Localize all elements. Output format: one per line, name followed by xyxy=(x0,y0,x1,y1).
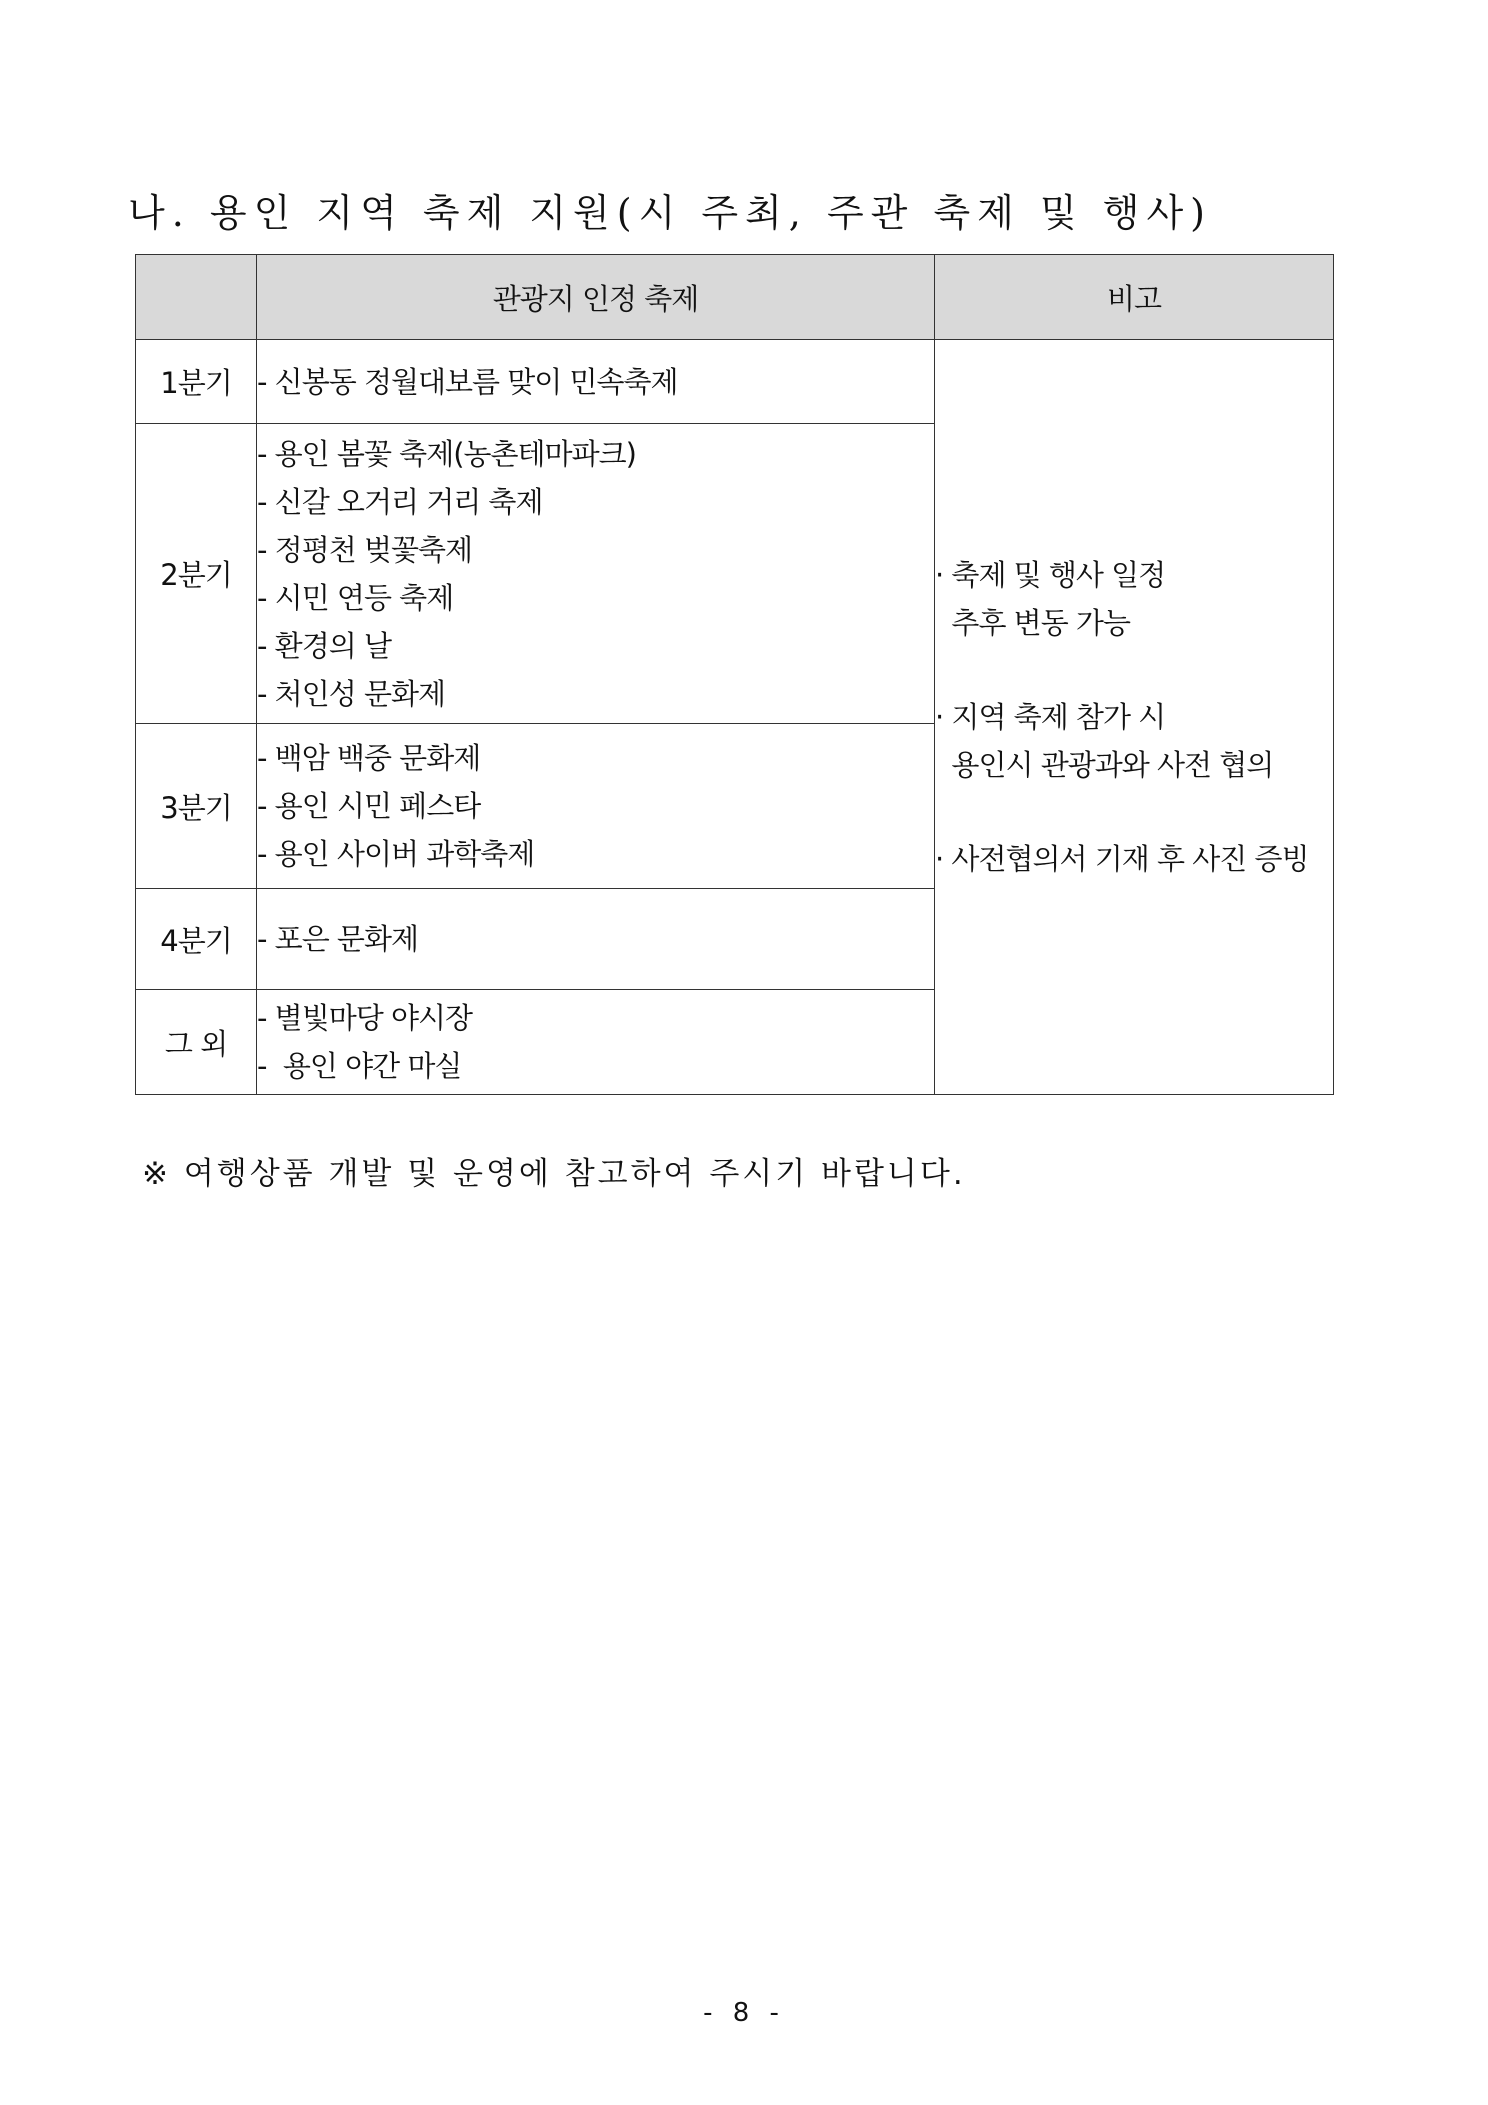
footnote: ※ 여행상품 개발 및 운영에 참고하여 주시기 바랍니다. xyxy=(142,1156,966,1192)
festival-item: - 정평천 벚꽃축제 xyxy=(257,532,472,567)
festival-item: - 환경의 날 xyxy=(257,628,391,663)
festival-list xyxy=(257,889,935,990)
festival-item: - 백암 백중 문화제 xyxy=(257,741,481,775)
festival-table xyxy=(135,254,1334,1095)
quarter-label: 그 외 xyxy=(136,990,257,1095)
festival-list xyxy=(257,990,935,1095)
festival-item: - 용인 사이버 과학축제 xyxy=(257,837,535,871)
festival-item: - 용인 봄꽃 축제(농촌테마파크) xyxy=(257,436,636,471)
festival-list xyxy=(257,340,935,424)
header-period xyxy=(136,255,257,340)
remark-line: 용인시 관광과와 사전 협의 xyxy=(935,748,1274,782)
festival-item: - 신갈 오거리 거리 축제 xyxy=(257,484,543,519)
table-header-row xyxy=(136,255,1334,340)
header-remarks: 비고 xyxy=(935,255,1334,340)
quarter-label: 2분기 xyxy=(136,424,257,724)
festival-item: - 처인성 문화제 xyxy=(257,676,445,711)
quarter-label: 1분기 xyxy=(136,340,257,424)
remark-line: · 사전협의서 기재 후 사진 증빙 xyxy=(935,842,1309,876)
festival-item: - 신봉동 정월대보름 맞이 민속축제 xyxy=(257,364,678,399)
section-title: 나. 용인 지역 축제 지원(시 주최, 주관 축제 및 행사) xyxy=(128,191,1212,235)
festival-item: - 시민 연등 축제 xyxy=(257,580,454,615)
remarks-cell xyxy=(935,340,1334,1095)
remark-line: · 축제 및 행사 일정 xyxy=(935,558,1166,592)
table-row xyxy=(136,340,1334,424)
quarter-label: 4분기 xyxy=(136,889,257,990)
festival-item: - 용인 시민 페스타 xyxy=(257,789,481,823)
remark-line: · 지역 축제 참가 시 xyxy=(935,700,1166,734)
festival-item: - 별빛마당 야시장 xyxy=(257,1001,472,1035)
festival-list xyxy=(257,724,935,889)
festival-item: - 포은 문화제 xyxy=(257,922,418,956)
festival-item: - 용인 야간 마실 xyxy=(257,1049,462,1083)
quarter-label: 3분기 xyxy=(136,724,257,889)
festival-list xyxy=(257,424,935,724)
page-number: - 8 - xyxy=(703,1998,785,2028)
header-festivals: 관광지 인정 축제 xyxy=(257,255,935,340)
remark-line: 추후 변동 가능 xyxy=(935,606,1130,640)
